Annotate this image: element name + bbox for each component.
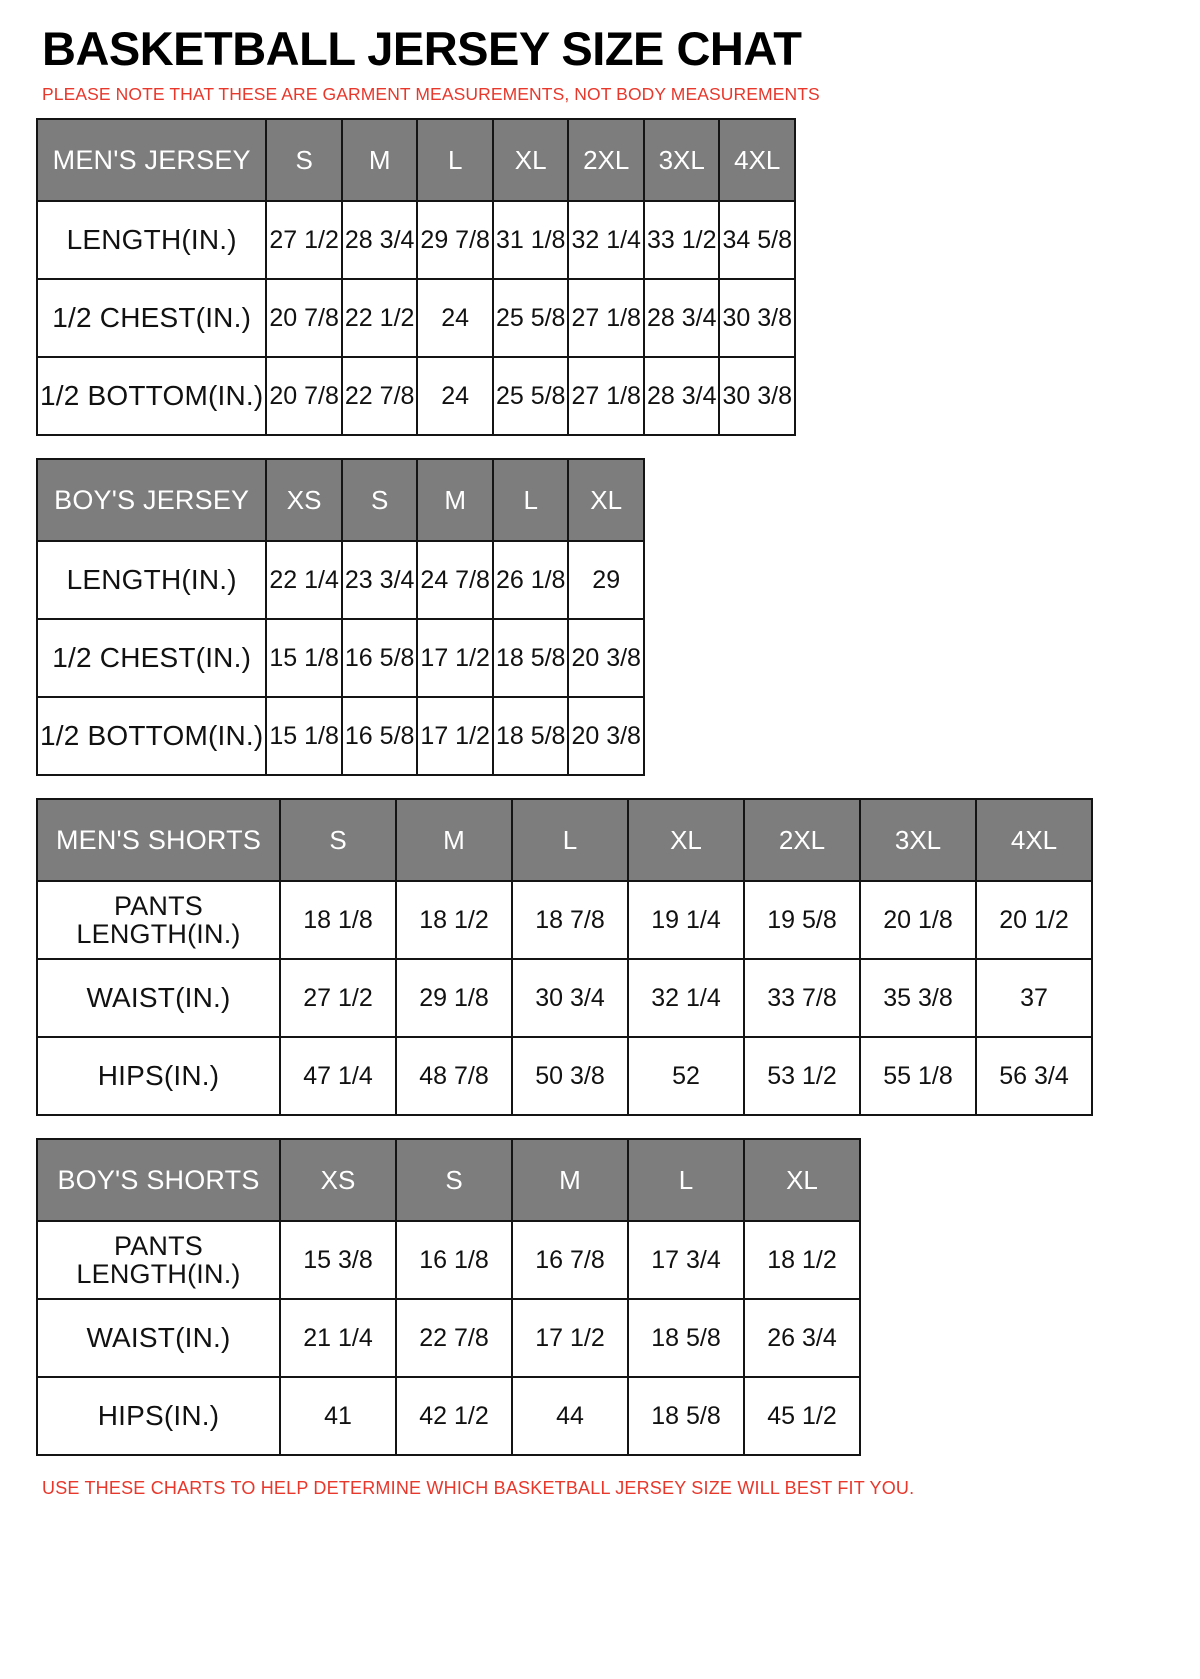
- measurement-cell: 42 1/2: [396, 1377, 512, 1455]
- measurement-cell: 17 1/2: [417, 697, 493, 775]
- table-row: [37, 201, 795, 279]
- size-header-4xl: 4XL: [976, 799, 1092, 881]
- measurement-cell: 35 3/8: [860, 959, 976, 1037]
- row-label-line2: LENGTH(IN.): [76, 919, 241, 950]
- measurement-cell: 16 1/8: [396, 1221, 512, 1299]
- measurement-cell: 20 1/2: [976, 881, 1092, 959]
- measurement-cell: 52: [628, 1037, 744, 1115]
- measurement-cell: 15 1/8: [266, 697, 342, 775]
- measurement-cell: 56 3/4: [976, 1037, 1092, 1115]
- measurement-cell: 28 3/4: [342, 201, 418, 279]
- measurement-cell: 50 3/8: [512, 1037, 628, 1115]
- measurement-cell: 29: [568, 541, 644, 619]
- row-label-line2: LENGTH(IN.): [76, 1259, 241, 1290]
- size-header-m: M: [396, 799, 512, 881]
- row-label: 1/2 CHEST(IN.): [37, 279, 266, 357]
- measurement-cell: 27 1/8: [568, 357, 644, 435]
- measurement-cell: 27 1/2: [280, 959, 396, 1037]
- size-header-l: L: [628, 1139, 744, 1221]
- measurement-cell: 29 7/8: [417, 201, 493, 279]
- measurement-cell: 24: [417, 279, 493, 357]
- measurement-cell: 44: [512, 1377, 628, 1455]
- measurement-cell: 15 1/8: [266, 619, 342, 697]
- measurement-cell: 28 3/4: [644, 279, 720, 357]
- measurement-cell: 34 5/8: [719, 201, 795, 279]
- measurement-cell: 17 1/2: [417, 619, 493, 697]
- size-header-2xl: 2XL: [568, 119, 644, 201]
- size-header-2xl: 2XL: [744, 799, 860, 881]
- size-header-3xl: 3XL: [860, 799, 976, 881]
- measurement-cell: 27 1/8: [568, 279, 644, 357]
- size-header-s: S: [280, 799, 396, 881]
- measurement-cell: 17 1/2: [512, 1299, 628, 1377]
- table-header-label: MEN'S SHORTS: [37, 799, 280, 881]
- measurement-cell: 18 1/8: [280, 881, 396, 959]
- measurement-cell: 16 5/8: [342, 697, 418, 775]
- measurement-cell: 41: [280, 1377, 396, 1455]
- measurement-cell: 32 1/4: [628, 959, 744, 1037]
- table-boys-jersey: [36, 458, 645, 776]
- size-header-m: M: [342, 119, 418, 201]
- size-header-m: M: [512, 1139, 628, 1221]
- measurement-cell: 16 7/8: [512, 1221, 628, 1299]
- measurement-cell: 22 7/8: [396, 1299, 512, 1377]
- tables-container: [36, 118, 1170, 1456]
- measurement-cell: 30 3/8: [719, 279, 795, 357]
- measurement-cell: 30 3/8: [719, 357, 795, 435]
- size-header-s: S: [396, 1139, 512, 1221]
- measurement-note: PLEASE NOTE THAT THESE ARE GARMENT MEASUREMENTS, NOT BODY MEASUREMENTS: [42, 84, 820, 105]
- table-header-row: [37, 799, 1092, 881]
- size-header-xl: XL: [568, 459, 644, 541]
- measurement-cell: 16 5/8: [342, 619, 418, 697]
- row-label: LENGTH(IN.): [37, 541, 266, 619]
- table-header-row: [37, 459, 644, 541]
- table-mens-shorts: [36, 798, 1093, 1116]
- table-row: [37, 1221, 860, 1299]
- measurement-cell: 18 5/8: [493, 697, 569, 775]
- table-header-row: [37, 1139, 860, 1221]
- size-header-l: L: [417, 119, 493, 201]
- measurement-cell: 29 1/8: [396, 959, 512, 1037]
- measurement-cell: 17 3/4: [628, 1221, 744, 1299]
- measurement-cell: 30 3/4: [512, 959, 628, 1037]
- table-row: [37, 1037, 1092, 1115]
- footer-note: USE THESE CHARTS TO HELP DETERMINE WHICH BASKETBALL JERSEY SIZE WILL BEST FIT YOU.: [42, 1478, 915, 1499]
- measurement-cell: 33 7/8: [744, 959, 860, 1037]
- measurement-cell: 25 5/8: [493, 279, 569, 357]
- measurement-cell: 18 5/8: [628, 1299, 744, 1377]
- measurement-cell: 19 5/8: [744, 881, 860, 959]
- row-label: 1/2 BOTTOM(IN.): [37, 697, 266, 775]
- measurement-cell: 48 7/8: [396, 1037, 512, 1115]
- measurement-cell: 47 1/4: [280, 1037, 396, 1115]
- table-header-label: MEN'S JERSEY: [37, 119, 266, 201]
- measurement-cell: 18 5/8: [493, 619, 569, 697]
- measurement-cell: 25 5/8: [493, 357, 569, 435]
- measurement-cell: 27 1/2: [266, 201, 342, 279]
- measurement-cell: 21 1/4: [280, 1299, 396, 1377]
- measurement-cell: 31 1/8: [493, 201, 569, 279]
- page-title: BASKETBALL JERSEY SIZE CHAT: [42, 22, 802, 75]
- measurement-cell: 18 1/2: [396, 881, 512, 959]
- table-row: [37, 541, 644, 619]
- measurement-cell: 26 1/8: [493, 541, 569, 619]
- table-header-label: BOY'S JERSEY: [37, 459, 266, 541]
- size-header-m: M: [417, 459, 493, 541]
- measurement-cell: 22 1/2: [342, 279, 418, 357]
- measurement-cell: 20 7/8: [266, 279, 342, 357]
- row-label: [37, 1221, 280, 1299]
- row-label-line1: PANTS: [113, 890, 203, 921]
- measurement-cell: 18 1/2: [744, 1221, 860, 1299]
- measurement-cell: 22 7/8: [342, 357, 418, 435]
- size-header-3xl: 3XL: [644, 119, 720, 201]
- table-boys-shorts: [36, 1138, 861, 1456]
- measurement-cell: 23 3/4: [342, 541, 418, 619]
- measurement-cell: 26 3/4: [744, 1299, 860, 1377]
- measurement-cell: 20 7/8: [266, 357, 342, 435]
- row-label: LENGTH(IN.): [37, 201, 266, 279]
- measurement-cell: 15 3/8: [280, 1221, 396, 1299]
- row-label: HIPS(IN.): [37, 1377, 280, 1455]
- measurement-cell: 18 5/8: [628, 1377, 744, 1455]
- table-mens-jersey: [36, 118, 796, 436]
- measurement-cell: 45 1/2: [744, 1377, 860, 1455]
- measurement-cell: 20 3/8: [568, 619, 644, 697]
- row-label: 1/2 CHEST(IN.): [37, 619, 266, 697]
- table-header-label: BOY'S SHORTS: [37, 1139, 280, 1221]
- table-row: [37, 279, 795, 357]
- size-header-xl: XL: [744, 1139, 860, 1221]
- measurement-cell: 24 7/8: [417, 541, 493, 619]
- row-label-line1: PANTS: [113, 1230, 203, 1261]
- size-header-l: L: [512, 799, 628, 881]
- measurement-cell: 33 1/2: [644, 201, 720, 279]
- table-header-row: [37, 119, 795, 201]
- table-row: [37, 959, 1092, 1037]
- measurement-cell: 28 3/4: [644, 357, 720, 435]
- measurement-cell: 20 3/8: [568, 697, 644, 775]
- measurement-cell: 20 1/8: [860, 881, 976, 959]
- size-header-xl: XL: [493, 119, 569, 201]
- measurement-cell: 22 1/4: [266, 541, 342, 619]
- size-header-4xl: 4XL: [719, 119, 795, 201]
- table-row: [37, 619, 644, 697]
- row-label: 1/2 BOTTOM(IN.): [37, 357, 266, 435]
- measurement-cell: 37: [976, 959, 1092, 1037]
- row-label: [37, 881, 280, 959]
- size-header-xl: XL: [628, 799, 744, 881]
- size-header-s: S: [342, 459, 418, 541]
- measurement-cell: 18 7/8: [512, 881, 628, 959]
- table-row: [37, 881, 1092, 959]
- table-row: [37, 1377, 860, 1455]
- measurement-cell: 24: [417, 357, 493, 435]
- table-row: [37, 1299, 860, 1377]
- row-label: WAIST(IN.): [37, 959, 280, 1037]
- size-header-s: S: [266, 119, 342, 201]
- measurement-cell: 19 1/4: [628, 881, 744, 959]
- size-header-xs: XS: [266, 459, 342, 541]
- measurement-cell: 53 1/2: [744, 1037, 860, 1115]
- size-header-l: L: [493, 459, 569, 541]
- table-row: [37, 697, 644, 775]
- table-row: [37, 357, 795, 435]
- measurement-cell: 55 1/8: [860, 1037, 976, 1115]
- size-header-xs: XS: [280, 1139, 396, 1221]
- row-label: WAIST(IN.): [37, 1299, 280, 1377]
- row-label: HIPS(IN.): [37, 1037, 280, 1115]
- measurement-cell: 32 1/4: [568, 201, 644, 279]
